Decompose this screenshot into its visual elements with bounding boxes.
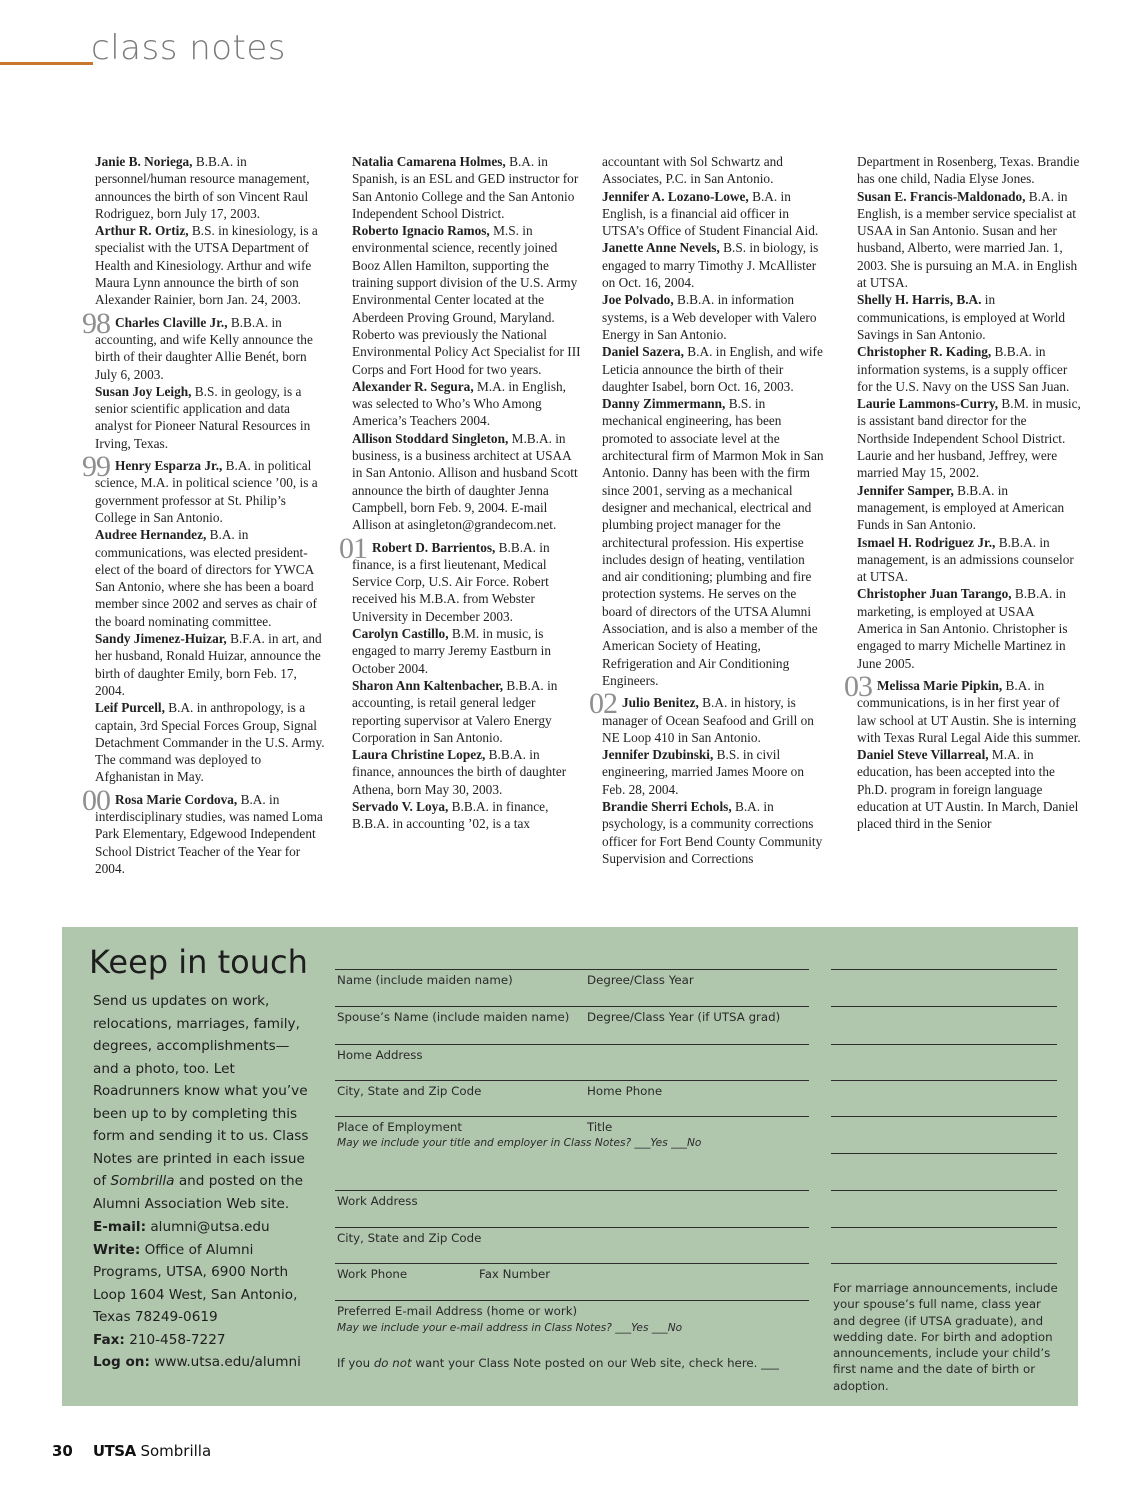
alumnus-name: Arthur R. Ortiz, — [95, 223, 189, 239]
employer-consent-question[interactable]: May we include your title and employer in Class Notes? ___Yes ___No — [337, 1137, 702, 1149]
note-text: B.A. in history, is manager of Ocean Seafood and Grill on NE Loop 410 in San Antonio. — [602, 695, 814, 745]
note-text: B.A. in Spanish, is an ESL and GED instructor for San Antonio College and the San Antonio Independent School District. — [352, 154, 579, 221]
brand-logo: UTSA — [92, 1442, 136, 1460]
blank-line[interactable] — [831, 1263, 1057, 1264]
alumnus-name: Laurie Lammons-Curry, — [857, 396, 999, 412]
note-text: B.B.A. in finance, is a first lieutenant, Medical Service Corp, U.S. Air Force. Robert received his M.B.A. from Webster University in December 2003. — [352, 539, 550, 624]
fax-label: Fax: — [93, 1331, 125, 1348]
class-note-entry — [857, 188, 1082, 292]
blank-line[interactable] — [831, 1006, 1057, 1007]
alumnus-name: Rosa Marie Cordova, — [115, 791, 238, 807]
alumnus-name: Sharon Ann Kaltenbacher, — [352, 677, 504, 693]
write-label: Write: — [93, 1241, 141, 1258]
note-text: B.S. in biology, is engaged to marry Timothy J. McAllister on Oct. 16, 2004. — [602, 240, 819, 291]
alumnus-name: Christopher Juan Tarango, — [857, 586, 1012, 602]
contact-info — [93, 1216, 311, 1374]
note-text: B.B.A. in information systems, is a Web developer with Valero Energy in San Antonio. — [602, 292, 817, 342]
class-year-label: 98 — [82, 306, 110, 340]
title-label: Title — [587, 1120, 613, 1134]
alumnus-name: Carolyn Castillo, — [352, 626, 449, 642]
class-note-entry — [602, 291, 826, 343]
alumnus-name: Julio Benitez, — [622, 695, 699, 711]
optout-text-end: want your Class Note posted on our Web site, check here. ___ — [411, 1356, 779, 1370]
note-text: B.B.A. in personnel/human resource management, announces the birth of son Vincent Raul Rodriguez, born July 17, 2003. — [95, 154, 310, 221]
note-text: B.M. in music, is engaged to marry Jeremy Eastburn in October 2004. — [352, 626, 552, 676]
note-text: B.A. in psychology, is a community corrections officer for Fort Bend County Community Supervision and Corrections — [602, 798, 823, 866]
class-note-entry — [857, 153, 1082, 188]
note-text: B.S. in civil engineering, married James Moore on Feb. 28, 2004. — [602, 747, 804, 797]
note-text: B.M. in music, is assistant band director for the Northside Independent School District. Laurie and her husband, Jeffrey, were married May 15, 2002. — [857, 396, 1081, 481]
alumnus-name: Daniel Sazera, — [602, 344, 684, 360]
note-text: accountant with Sol Schwartz and Associates, P.C. in San Antonio. — [602, 154, 783, 187]
class-note-entry — [95, 383, 325, 452]
work-phone-field[interactable] — [335, 1263, 809, 1293]
class-note-entry — [82, 450, 325, 526]
alumnus-name: Robert D. Barrientos, — [372, 539, 496, 555]
class-note-entry — [589, 687, 826, 746]
class-note-entry — [352, 625, 582, 677]
note-text: B.S. in geology, is a senior scientific application and data analyst for Pioneer Natural Resources in Irving, Texas. — [95, 383, 311, 451]
work-address-label: Work Address — [337, 1194, 418, 1208]
class-note-entry — [857, 746, 1082, 832]
class-note-entry — [95, 526, 325, 630]
email-label: E-mail: — [93, 1219, 147, 1235]
note-text: B.B.A. in accounting, is retail general ledger reporting supervisor at Valero Energy Corporation in San Antonio. — [352, 677, 558, 745]
note-text: B.A. in anthropology, is a captain, 3rd Special Forces Group, Signal Detachment Commander in the U.S. Army. The command was deployed to Afghanistan in May. — [95, 700, 325, 785]
publication-name: Sombrilla — [135, 1442, 212, 1460]
blank-line[interactable] — [831, 1153, 1057, 1154]
note-text: B.B.A. in management, is an admissions counselor at UTSA. — [857, 534, 1074, 585]
email-value[interactable]: alumni@utsa.edu — [146, 1219, 270, 1235]
class-year-label: 01 — [339, 531, 367, 565]
alumnus-name: Natalia Camarena Holmes, — [352, 154, 506, 169]
note-text: B.B.A. in accounting, and wife Kelly announce the birth of their daughter Allie Benét, born July 6, 2003. — [95, 314, 313, 382]
class-note-entry — [352, 153, 582, 222]
alumnus-name: Janie B. Noriega, — [95, 154, 193, 169]
note-text: in communications, is employed at World Savings in San Antonio. — [857, 292, 1066, 342]
employment-label: Place of Employment — [337, 1120, 462, 1134]
logon-label: Log on: — [93, 1354, 150, 1370]
class-note-entry — [95, 699, 325, 785]
page-number: 30 — [52, 1442, 73, 1460]
alumnus-name: Danny Zimmermann, — [602, 396, 726, 412]
note-text: Department in Rosenberg, Texas. Brandie has one child, Nadia Elyse Jones. — [857, 154, 1080, 187]
email-consent-question[interactable]: May we include your e-mail address in Class Notes? ___Yes ___No — [337, 1322, 683, 1334]
class-note-entry — [857, 291, 1082, 343]
intro-text-end: and posted on the Alumni Association Web site. — [93, 1173, 303, 1212]
note-text: B.A. in interdisciplinary studies, was named Loma Park Elementary, Edgewood Independent School District Teacher of the Year for 2004. — [95, 791, 323, 876]
web-optout-checkbox[interactable] — [337, 1356, 779, 1370]
name-label: Name (include maiden name) — [337, 973, 513, 987]
alumnus-name: Audree Hernandez, — [95, 527, 207, 543]
alumnus-name: Servado V. Loya, — [352, 798, 449, 814]
header-rule — [0, 62, 93, 65]
class-note-entry — [95, 153, 325, 222]
class-note-entry — [352, 430, 582, 534]
notes-column-4 — [844, 153, 1082, 833]
page-footer — [52, 1442, 211, 1460]
class-note-entry — [602, 343, 826, 395]
work-address-field[interactable] — [335, 1190, 809, 1220]
city-label: City, State and Zip Code — [337, 1231, 482, 1245]
class-note-entry — [857, 534, 1082, 586]
keep-in-touch-form — [62, 927, 1078, 1406]
alumnus-name: Joe Polvado, — [602, 292, 674, 308]
class-note-entry — [857, 585, 1082, 671]
home-phone-label: Home Phone — [587, 1084, 663, 1098]
blank-line[interactable] — [831, 1080, 1057, 1081]
home-address-field[interactable] — [335, 1044, 809, 1074]
alumnus-name: Susan E. Francis-Maldonado, — [857, 188, 1026, 204]
alumnus-name: Brandie Sherri Echols, — [602, 798, 732, 814]
class-note-entry — [95, 222, 325, 308]
class-note-entry — [602, 239, 826, 291]
note-text: B.B.A. in finance, B.B.A. in accounting ’02, is a tax — [352, 798, 549, 832]
note-text: B.A. in English, and wife Leticia announce the birth of their daughter Isabel, born Oct. 16, 2003. — [602, 344, 823, 394]
alumnus-name: Jennifer Samper, — [857, 482, 954, 498]
spouse-field[interactable] — [335, 1006, 809, 1036]
alumnus-name: Allison Stoddard Singleton, — [352, 430, 509, 446]
class-note-entry — [352, 798, 582, 833]
alumnus-name: Janette Anne Nevels, — [602, 240, 720, 256]
class-note-entry — [95, 630, 325, 699]
announcement-note: For marriage announcements, include your spouse’s full name, class year and degree (if UTSA graduate), and wedding date. For birth and adoption announcements, include your child’s first name and the date of birth or adoption. — [833, 1281, 1058, 1393]
alumnus-name: Leif Purcell, — [95, 700, 165, 716]
form-title: Keep in touch — [89, 943, 308, 981]
class-note-entry — [857, 395, 1082, 481]
note-text: B.A. in political science, M.A. in political science ’00, is a government professor at St. Philip’s College in San Antonio. — [95, 458, 318, 525]
class-note-entry — [857, 482, 1082, 534]
optout-text: If you — [337, 1356, 374, 1370]
class-year-label: 02 — [589, 687, 617, 721]
degree-label: Degree/Class Year — [587, 973, 694, 987]
class-year-label: 03 — [844, 669, 872, 703]
spouse-label: Spouse’s Name (include maiden name) — [337, 1010, 570, 1024]
logon-value[interactable]: www.utsa.edu/alumni — [149, 1354, 301, 1370]
class-note-entry — [844, 669, 1082, 746]
alumnus-name: Laura Christine Lopez, — [352, 747, 486, 763]
class-note-entry — [82, 306, 325, 383]
class-note-entry — [602, 188, 826, 240]
class-note-entry — [352, 677, 582, 746]
section-title: class notes — [91, 28, 287, 68]
alumnus-name: Sandy Jimenez-Huizar, — [95, 631, 227, 647]
alumnus-name: Daniel Steve Villarreal, — [857, 747, 989, 763]
class-note-entry — [602, 395, 826, 689]
class-note-entry — [82, 783, 325, 877]
notes-column-1 — [82, 153, 325, 877]
optout-emphasis: do not — [373, 1356, 412, 1370]
note-text: B.S. in mechanical engineering, has been promoted to associate level at the architectural firm of Marmon Mok in San Antonio. Danny has been with the firm since 2001, serving as a mechanical designer and mechanical, electrical and plumbing project manager for the architectural profession. His expertise includes design of heating, ventilation and air conditioning; plumbing and fire protection systems. He serves on the board of directors of the UTSA Alumni Association, and is also a member of the American Society of Heating, Refrigeration and Air Conditioning Engineers. — [602, 396, 824, 688]
city-label: City, State and Zip Code — [337, 1084, 482, 1098]
note-text: M.A. in English, was selected to Who’s Who Among America’s Teachers 2004. — [352, 378, 566, 429]
class-note-entry — [602, 798, 826, 867]
class-note-entry — [602, 153, 826, 188]
blank-line[interactable] — [831, 1190, 1057, 1191]
city-home-field[interactable] — [335, 1080, 809, 1110]
note-text: B.A. in communications, is in her first year of law school at UT Austin. She is interning with Texas Rural Legal Aide this summer. — [857, 677, 1081, 745]
blank-line[interactable] — [831, 1044, 1057, 1045]
note-text: B.A. in English, is a financial aid officer in UTSA’s Office of Student Financial Aid. — [602, 188, 819, 239]
note-text: M.S. in environmental science, recently joined Booz Allen Hamilton, supporting the training support division of the U.S. Army Environmental Center located at the Aberdeen Proving Ground, Maryland. Roberto was previously the National Environmental Policy Act Specialist for III Corps and Fort Hood for two years. — [352, 223, 581, 377]
alumnus-name: Jennifer Dzubinski, — [602, 747, 714, 763]
name-field[interactable] — [335, 969, 809, 999]
alumnus-name: Shelly H. Harris, B.A. — [857, 292, 982, 308]
note-text: B.B.A. in management, is employed at American Funds in San Antonio. — [857, 482, 1065, 533]
class-note-entry — [352, 746, 582, 798]
city-work-field[interactable] — [335, 1227, 809, 1257]
fax-number-label: Fax Number — [479, 1267, 551, 1281]
class-note-entry — [857, 343, 1082, 395]
class-year-label: 99 — [82, 450, 110, 484]
alumnus-name: Susan Joy Leigh, — [95, 383, 192, 399]
spouse-degree-label: Degree/Class Year (if UTSA grad) — [587, 1010, 781, 1024]
class-year-label: 00 — [82, 783, 110, 817]
class-note-entry — [352, 378, 582, 430]
alumnus-name: Charles Claville Jr., — [115, 314, 228, 330]
alumnus-name: Melissa Marie Pipkin, — [877, 677, 1003, 693]
alumnus-name: Alexander R. Segura, — [352, 378, 474, 394]
form-intro — [93, 990, 311, 1215]
intro-text: Send us updates on work, relocations, marriages, family, degrees, accomplishments—and a photo, too. Let Roadrunners know what you’ve been up to by completing this form and sending it to us. Class Notes are printed in each issue of — [93, 993, 309, 1189]
blank-line[interactable] — [831, 969, 1057, 970]
notes-column-3 — [589, 153, 826, 867]
intro-publication: Sombrilla — [110, 1173, 175, 1189]
home-address-label: Home Address — [337, 1048, 423, 1062]
class-note-entry — [602, 746, 826, 798]
note-text: B.A. in communications, was elected president-elect of the board of directors for YWCA San Antonio, where she has been a board member since 2002 and serves as chair of the board nominating committee. — [95, 527, 317, 629]
alumnus-name: Jennifer A. Lozano-Lowe, — [602, 188, 749, 204]
alumnus-name: Ismael H. Rodriguez Jr., — [857, 534, 996, 550]
note-text: B.S. in kinesiology, is a specialist with the UTSA Department of Health and Kinesiology. Arthur and wife Maura Lynn announce the birth of son Alexander Rainier, born Jan. 24, 2003. — [95, 223, 318, 308]
alumnus-name: Henry Esparza Jr., — [115, 458, 223, 474]
work-phone-label: Work Phone — [337, 1267, 408, 1281]
note-text: B.A. in English, is a member service specialist at USAA in San Antonio. Susan and her husband, Alberto, were married Jan. 1, 2003. She is pursuing an M.A. in English at UTSA. — [857, 188, 1078, 291]
blank-line[interactable] — [831, 1227, 1057, 1228]
note-text: B.B.A. in finance, announces the birth of daughter Athena, born May 30, 2003. — [352, 747, 567, 797]
note-text: B.F.A. in art, and her husband, Ronald Huizar, announce the birth of daughter Emily, born Feb. 17, 2004. — [95, 631, 322, 698]
email-field-label: Preferred E-mail Address (home or work) — [337, 1304, 578, 1318]
alumnus-name: Christopher R. Kading, — [857, 344, 992, 360]
note-text: M.B.A. in business, is a business architect at USAA in San Antonio. Allison and husband Scott announce the birth of daughter Jenna Campbell, born Feb. 9, 2004. E-mail Allison at asingleton@grandecom.net. — [352, 430, 578, 533]
alumnus-name: Roberto Ignacio Ramos, — [352, 223, 490, 239]
note-text: M.A. in education, has been accepted into the Ph.D. program in foreign language education at UT Austin. In March, Daniel placed third in the Senior — [857, 747, 1079, 832]
fax-value: 210-458-7227 — [124, 1331, 226, 1348]
write-value: Office of Alumni Programs, UTSA, 6900 North Loop 1604 West, San Antonio, Texas 78249-0619 — [93, 1241, 298, 1325]
blank-line[interactable] — [831, 1116, 1057, 1117]
notes-column-2 — [339, 153, 582, 833]
class-note-entry — [339, 531, 582, 625]
note-text: B.B.A. in information systems, is a supply officer for the U.S. Navy on the USS San Juan. — [857, 344, 1070, 394]
note-text: B.B.A. in marketing, is employed at USAA America in San Antonio. Christopher is engaged to marry Michelle Martinez in June 2005. — [857, 586, 1068, 671]
class-note-entry — [352, 222, 582, 378]
